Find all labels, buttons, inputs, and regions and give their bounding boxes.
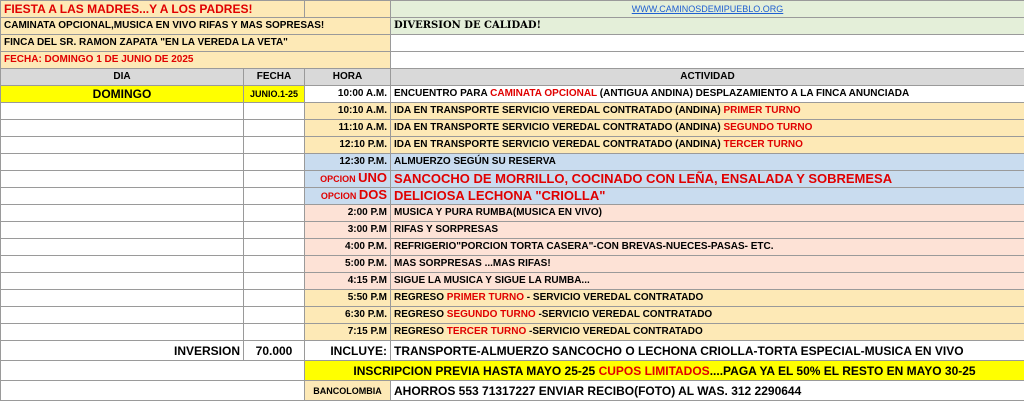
inversion-value: 70.000 bbox=[244, 341, 305, 361]
inversion-label: INVERSION bbox=[1, 341, 244, 361]
activity-cell: REFRIGERIO"PORCION TORTA CASERA"-CON BREVAS-NUECES-PASAS- ETC. bbox=[391, 239, 1024, 256]
activity-cell: MAS SORPRESAS ...MAS RIFAS! bbox=[391, 256, 1024, 273]
header-dia: DIA bbox=[1, 69, 244, 86]
option-label: OPCION UNO bbox=[305, 171, 391, 188]
option-text: SANCOCHO DE MORRILLO, COCINADO CON LEÑA, ENSALADA Y SOBREMESA bbox=[391, 171, 1024, 188]
incluye-text: TRANSPORTE-ALMUERZO SANCOCHO O LECHONA CRIOLLA-TORTA ESPECIAL-MUSICA EN VIVO bbox=[391, 341, 1024, 361]
slogan: DIVERSION DE CALIDAD! bbox=[391, 18, 1024, 35]
activity-cell: SIGUE LA MUSICA Y SIGUE LA RUMBA... bbox=[391, 273, 1024, 290]
fecha-cell: JUNIO.1-25 bbox=[244, 86, 305, 103]
bank-label: BANCOLOMBIA bbox=[305, 381, 391, 401]
hora-cell: 10:00 A.M. bbox=[305, 86, 391, 103]
hora-cell: 12:10 P.M. bbox=[305, 137, 391, 154]
activity-cell: IDA EN TRANSPORTE SERVICIO VEREDAL CONTRATADO (ANDINA) PRIMER TURNO bbox=[391, 103, 1024, 120]
activity-cell: IDA EN TRANSPORTE SERVICIO VEREDAL CONTRATADO (ANDINA) TERCER TURNO bbox=[391, 137, 1024, 154]
inscripcion-banner: INSCRIPCION PREVIA HASTA MAYO 25-25 CUPOS LIMITADOS....PAGA YA EL 50% EL RESTO EN MAYO 30-25 bbox=[305, 361, 1024, 381]
hora-cell: 12:30 P.M. bbox=[305, 154, 391, 171]
dia-cell: DOMINGO bbox=[1, 86, 244, 103]
activity-cell: RIFAS Y SORPRESAS bbox=[391, 222, 1024, 239]
bank-details: AHORROS 553 71317227 ENVIAR RECIBO(FOTO) AL WAS. 312 2290644 bbox=[391, 381, 1024, 401]
option-label: OPCION DOS bbox=[305, 188, 391, 205]
option-text: DELICIOSA LECHONA "CRIOLLA" bbox=[391, 188, 1024, 205]
hora-cell: 4:00 P.M. bbox=[305, 239, 391, 256]
header-actividad: ACTIVIDAD bbox=[391, 69, 1024, 86]
title-line-2: CAMINATA OPCIONAL,MUSICA EN VIVO RIFAS Y MAS SOPRESAS! bbox=[1, 18, 391, 35]
hora-cell: 5:50 P.M bbox=[305, 290, 391, 307]
activity-cell: REGRESO SEGUNDO TURNO -SERVICIO VEREDAL CONTRATADO bbox=[391, 307, 1024, 324]
activity-cell: REGRESO TERCER TURNO -SERVICIO VEREDAL CONTRATADO bbox=[391, 324, 1024, 341]
activity-cell: ALMUERZO SEGÚN SU RESERVA bbox=[391, 154, 1024, 171]
activity-cell: ENCUENTRO PARA CAMINATA OPCIONAL (ANTIGUA ANDINA) DESPLAZAMIENTO A LA FINCA ANUNCIADA bbox=[391, 86, 1024, 103]
hora-cell: 2:00 P.M bbox=[305, 205, 391, 222]
activity-cell: REGRESO PRIMER TURNO - SERVICIO VEREDAL CONTRATADO bbox=[391, 290, 1024, 307]
activity-cell: IDA EN TRANSPORTE SERVICIO VEREDAL CONTRATADO (ANDINA) SEGUNDO TURNO bbox=[391, 120, 1024, 137]
hora-cell: 4:15 P.M bbox=[305, 273, 391, 290]
header-hora: HORA bbox=[305, 69, 391, 86]
title-line-4: FECHA: DOMINGO 1 DE JUNIO DE 2025 bbox=[1, 52, 391, 69]
incluye-label: INCLUYE: bbox=[305, 341, 391, 361]
activity-cell: MUSICA Y PURA RUMBA(MUSICA EN VIVO) bbox=[391, 205, 1024, 222]
header-fecha: FECHA bbox=[244, 69, 305, 86]
hora-cell: 7:15 P.M bbox=[305, 324, 391, 341]
hora-cell: 3:00 P.M bbox=[305, 222, 391, 239]
website-link[interactable]: WWW.CAMINOSDEMIPUEBLO.ORG bbox=[632, 4, 784, 14]
title-line-1: FIESTA A LAS MADRES...Y A LOS PADRES! bbox=[1, 1, 305, 18]
hora-cell: 10:10 A.M. bbox=[305, 103, 391, 120]
hora-cell: 11:10 A.M. bbox=[305, 120, 391, 137]
hora-cell: 6:30 P.M. bbox=[305, 307, 391, 324]
title-line-3: FINCA DEL SR. RAMON ZAPATA "EN LA VEREDA LA VETA" bbox=[1, 35, 391, 52]
hora-cell: 5:00 P.M. bbox=[305, 256, 391, 273]
